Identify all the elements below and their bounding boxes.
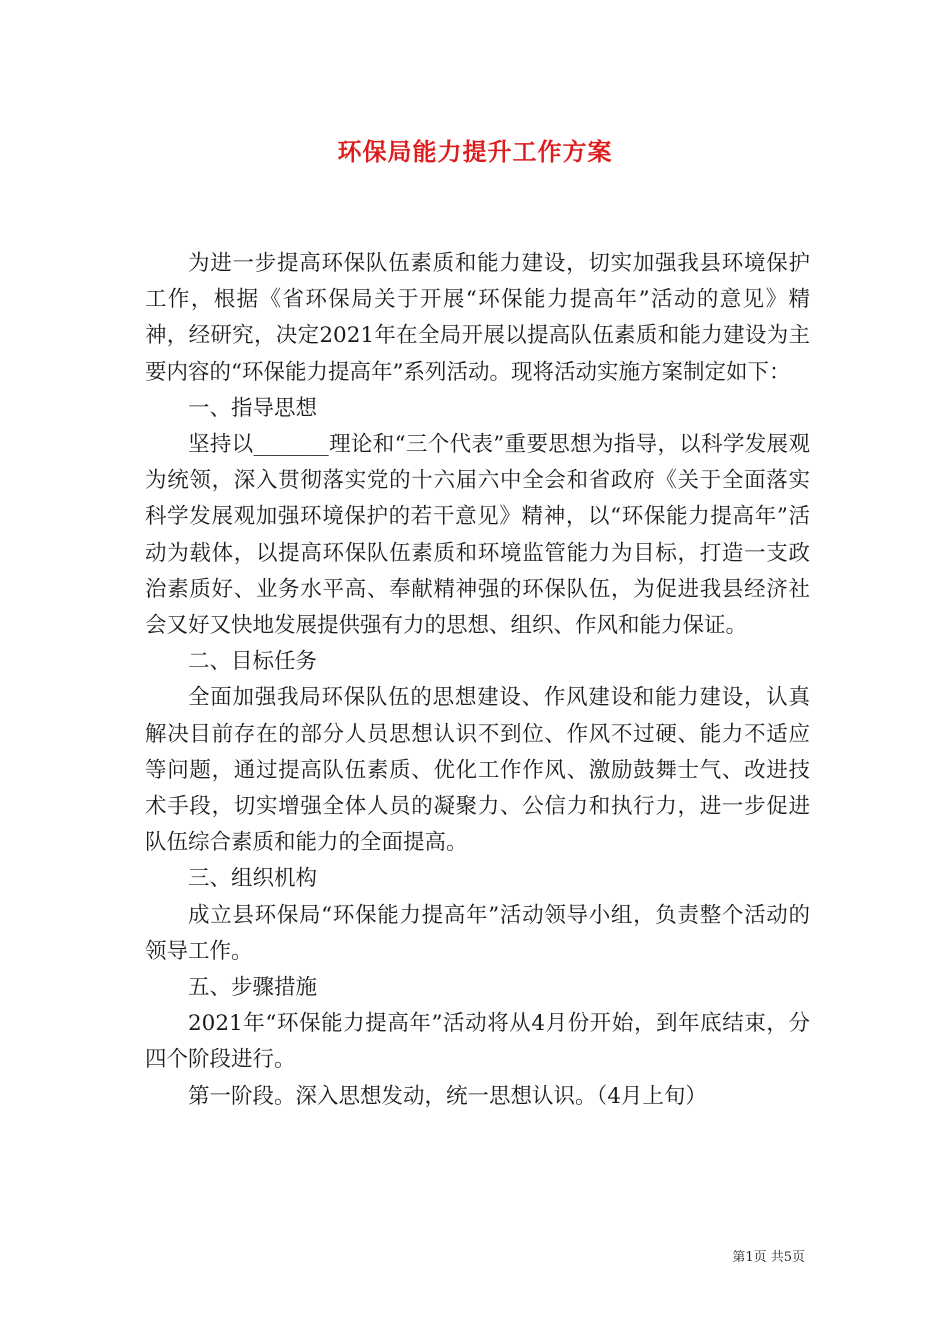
intro-paragraph: 为进一步提高环保队伍素质和能力建设，切实加强我县环境保护工作，根据《省环保局关于开展“环保能力提高年”活动的意见》精神，经研究，决定2021年在全局开展以提高队伍素质和能力建设为主要内容的“环保能力提高年”系列活动。现将活动实施方案制定如下： — [145, 251, 810, 385]
section-heading-guiding-ideology: 一、指导思想 — [188, 395, 318, 421]
document-title: 环保局能力提升工作方案 — [337, 138, 613, 166]
section-heading-steps: 五、步骤措施 — [188, 975, 318, 1001]
document-body — [145, 246, 810, 1115]
section-heading-goals: 二、目标任务 — [188, 649, 318, 675]
steps-paragraph: 2021年“环保能力提高年”活动将从4月份开始，到年底结束，分四个阶段进行。 — [145, 1011, 810, 1073]
section-heading-organization: 三、组织机构 — [188, 866, 318, 892]
stage-one-paragraph: 第一阶段。深入思想发动，统一思想认识。（4月上旬） — [188, 1083, 707, 1109]
goals-paragraph: 全面加强我局环保队伍的思想建设、作风建设和能力建设，认真解决目前存在的部分人员思想认识不到位、作风不过硬、能力不适应等问题，通过提高队伍素质、优化工作作风、激励鼓舞士气、改进技术手段，切实增强全体人员的凝聚力、公信力和执行力，进一步促进队伍综合素质和能力的全面提高。 — [145, 685, 810, 856]
page-number-footer: 第1页 共5页 — [732, 1250, 805, 1265]
guiding-ideology-paragraph: 坚持以_______理论和“三个代表”重要思想为指导，以科学发展观为统领，深入贯彻落实党的十六届六中全会和省政府《关于全面落实科学发展观加强环境保护的若干意见》精神，以“环保能力提高年”活动为载体，以提高环保队伍素质和环境监管能力为目标，打造一支政治素质好、业务水平高、奉献精神强的环保队伍，为促进我县经济社会又好又快地发展提供强有力的思想、组织、作风和能力保证。 — [145, 432, 810, 639]
organization-paragraph: 成立县环保局“环保能力提高年”活动领导小组，负责整个活动的领导工作。 — [145, 902, 810, 964]
